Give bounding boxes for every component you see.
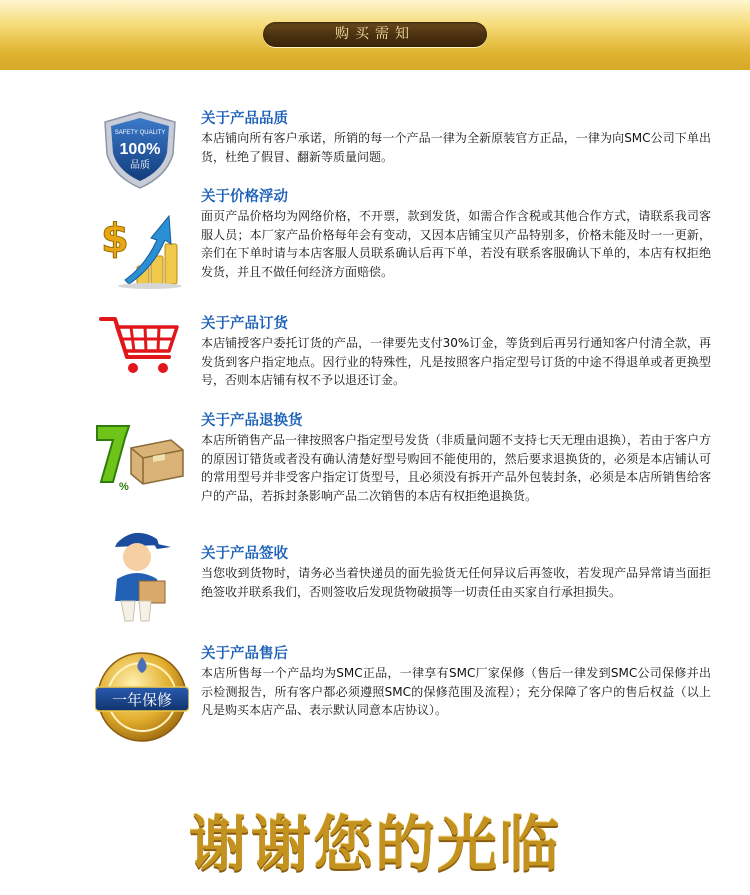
section-title: 关于产品退换货 bbox=[201, 413, 303, 429]
seven-day-return-icon bbox=[95, 418, 185, 508]
badge-top-text: SAFETY QUALITY bbox=[114, 130, 166, 136]
section-body: 本店所售每一个产品均为SMC正品，一律享有SMC厂家保修（售后一律发到SMC公司保修并出示检测报告，所有客户都必须遵照SMC的保修范围及流程）；充分保障了客户的售后权益（以上凡是购买本店产品、表示默认同意本店协议）。 bbox=[201, 666, 711, 718]
badge-percent-text: 100% bbox=[119, 141, 161, 158]
warranty-badge-text: 一年保修 bbox=[111, 691, 173, 709]
header-banner bbox=[0, 0, 750, 70]
section-title: 关于价格浮动 bbox=[201, 189, 288, 205]
shopping-cart-icon bbox=[95, 311, 185, 401]
section-title: 关于产品订货 bbox=[201, 316, 288, 332]
one-year-warranty-icon bbox=[95, 647, 185, 737]
quality-shield-icon bbox=[95, 110, 185, 200]
section-body: 面页产品价格均为网络价格，不开票，款到发货，如需合作含税或其他合作方式，请联系我司客服人员；本厂家产品价格每年会有变动，又因本店铺宝贝产品特别多，价格未能及时一一更新，亲们在下单时请与本店客服人员联系确认后再下单，若没有联系客服确认下单的，本店有权拒绝发货，并且不做任何经济方面赔偿。 bbox=[201, 209, 711, 279]
section-body: 本店铺向所有客户承诺，所销的每一个产品一律为全新原装官方正品，一律为向SMC公司下单出货，杜绝了假冒、翻新等质量问题。 bbox=[201, 131, 711, 164]
svg-text:%: % bbox=[119, 481, 129, 493]
svg-text:$: $ bbox=[101, 216, 129, 262]
section-body: 本店铺授客户委托订货的产品，一律要先支付30%订金，等货到后再另行通知客户付清全款，再发货到客户指定地点。因行业的特殊性，凡是按照客户指定型号订货的中途不得退单或者更换型号，否则本店铺有权不予以退还订金。 bbox=[201, 336, 711, 388]
thanks-banner: 谢谢您的光临 bbox=[189, 810, 561, 880]
section-title: 关于产品签收 bbox=[201, 546, 288, 562]
section-body: 当您收到货物时，请务必当着快递员的面先验货无任何异议后再签收，若发现产品异常请当面拒绝签收并联系我们，否则签收后发现货物破损等一切责任由买家自行承担损失。 bbox=[201, 566, 711, 599]
header-title: 购买需知 bbox=[263, 22, 487, 47]
section-body: 本店所销售产品一律按照客户指定型号发货（非质量问题不支持七天无理由退换），若由于客户方的原因订错货或者没有确认清楚好型号购回不能使用的，然后要求退换货的，必须是本店铺认可的常用型号并非受客户指定订货型号，且必须没有拆开产品外包装封条，必须是本店所销售给客户的产品，若拆封条影响产品二次销售的本店有权拒绝退换货。 bbox=[201, 433, 712, 503]
section-title: 关于产品售后 bbox=[201, 646, 288, 662]
badge-sub-text: 品质 bbox=[130, 160, 150, 171]
section-title: 关于产品品质 bbox=[201, 111, 288, 127]
courier-icon bbox=[95, 521, 185, 611]
dollar-growth-icon bbox=[95, 206, 185, 296]
